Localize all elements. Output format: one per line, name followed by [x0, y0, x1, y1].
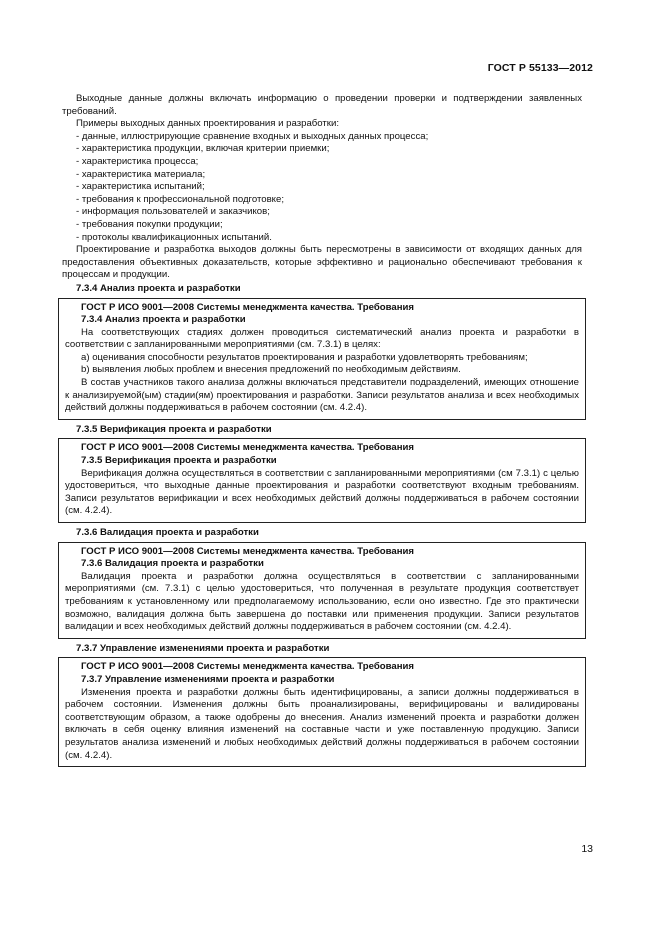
- section-heading-7-3-6: 7.3.6 Валидация проекта и разработки: [76, 527, 259, 538]
- quote-box-7-3-4: [58, 298, 586, 420]
- list-item: - протоколы квалификационных испытаний.: [76, 231, 272, 243]
- box-paragraph: a) оценивания способности результатов проектирования и разработки удовлетворять требованиям;: [81, 351, 528, 363]
- list-item: - требования к профессиональной подготовке;: [76, 193, 284, 205]
- document-header: ГОСТ Р 55133—2012: [487, 62, 593, 74]
- examples-title: Примеры выходных данных проектирования и разработки:: [76, 118, 340, 130]
- page-content: [62, 93, 582, 771]
- quote-box-7-3-5: [58, 438, 586, 523]
- box-source-title: ГОСТ Р ИСО 9001—2008 Системы менеджмента качества. Требования: [81, 301, 415, 313]
- list-item: - характеристика испытаний;: [76, 181, 205, 193]
- examples-list: [62, 131, 582, 244]
- box-paragraph: Изменения проекта и разработки должны быть идентифицированы, а записи должны поддерживаться в рабочем состоянии. Изменения должны быть проанализированы, верифицированы и валидированы соответствующим образом, а также одобрены до внесения. Анализ изменений проекта и разработки должен включать в себя оценку влияния изменений на составные части и уже поставленную продукцию. Записи результатов анализа изменений и любых необходимых действий должны поддерживаться в рабочем состоянии (см. 4.2.4).: [65, 686, 579, 761]
- list-item: - требования покупки продукции;: [76, 218, 223, 230]
- list-item: - информация пользователей и заказчиков;: [76, 206, 270, 218]
- box-source-title: ГОСТ Р ИСО 9001—2008 Системы менеджмента качества. Требования: [81, 661, 415, 673]
- box-heading: 7.3.5 Верификация проекта и разработки: [81, 455, 277, 467]
- box-heading: 7.3.4 Анализ проекта и разработки: [81, 314, 246, 326]
- list-item: - характеристика процесса;: [76, 155, 199, 167]
- box-paragraph: В состав участников такого анализа должны включаться представители подразделений, имеющих отношение к анализируемой(ым) стадии(ям) проектирования и разработки. Записи результатов анализа и всех необходимых действий должны поддерживаться в рабочем состоянии (см. 4.2.4).: [65, 377, 579, 414]
- page-number: 13: [581, 843, 593, 855]
- box-paragraph: b) выявления любых проблем и внесения предложений по необходимым действиям.: [81, 364, 461, 376]
- section-heading-7-3-7: 7.3.7 Управление изменениями проекта и разработки: [76, 642, 330, 654]
- list-item: - характеристика продукции, включая критерии приемки;: [76, 143, 330, 155]
- box-source-title: ГОСТ Р ИСО 9001—2008 Системы менеджмента качества. Требования: [81, 545, 415, 557]
- intro-paragraph-1: Выходные данные должны включать информацию о проведении проверки и подтверждении заявленных требований.: [62, 93, 582, 117]
- list-item: - данные, иллюстрирующие сравнение входных и выходных данных процесса;: [76, 130, 429, 142]
- section-heading-7-3-5: 7.3.5 Верификация проекта и разработки: [76, 423, 272, 435]
- quote-box-7-3-7: [58, 657, 586, 767]
- list-item: - характеристика материала;: [76, 168, 206, 180]
- quote-box-7-3-6: [58, 542, 586, 639]
- box-heading: 7.3.7 Управление изменениями проекта и разработки: [81, 673, 335, 685]
- box-source-title: ГОСТ Р ИСО 9001—2008 Системы менеджмента качества. Требования: [81, 442, 415, 454]
- box-paragraph: На соответствующих стадиях должен проводиться систематический анализ проекта и разработки в соответствии с запланированными мероприятиями (см. 7.3.1) в целях:: [65, 326, 579, 351]
- section-heading-7-3-4: 7.3.4 Анализ проекта и разработки: [76, 282, 241, 294]
- box-paragraph: Валидация проекта и разработки должна осуществляться в соответствии с запланированными мероприятиями (см. 7.3.1) с целью удостовериться, что полученная в результате продукция соответствует требованиям к установленному или предполагаемому использованию, если оно известно. Где это практически возможно, валидация должна быть завершена до поставки или применения продукции. Записи результатов валидации и всех необходимых действий должны поддерживаться в рабочем состоянии (см. 4.2.4).: [65, 570, 579, 633]
- box-paragraph: Верификация должна осуществляться в соответствии с запланированными мероприятиями (см 7.3.1) с целью удостовериться, что выходные данные проектирования и разработки соответствуют входным требованиям. Записи результатов верификации и всех необходимых действий должны поддерживаться в рабочем состоянии (см. 4.2.4).: [65, 467, 579, 517]
- intro-paragraph-2: Проектирование и разработка выходов должны быть пересмотрены в зависимости от входящих данных для предоставления объективных доказательств, которые эффективно и рационально обеспечивают требования к процессам и продукции.: [62, 244, 582, 281]
- box-heading: 7.3.6 Валидация проекта и разработки: [81, 558, 264, 570]
